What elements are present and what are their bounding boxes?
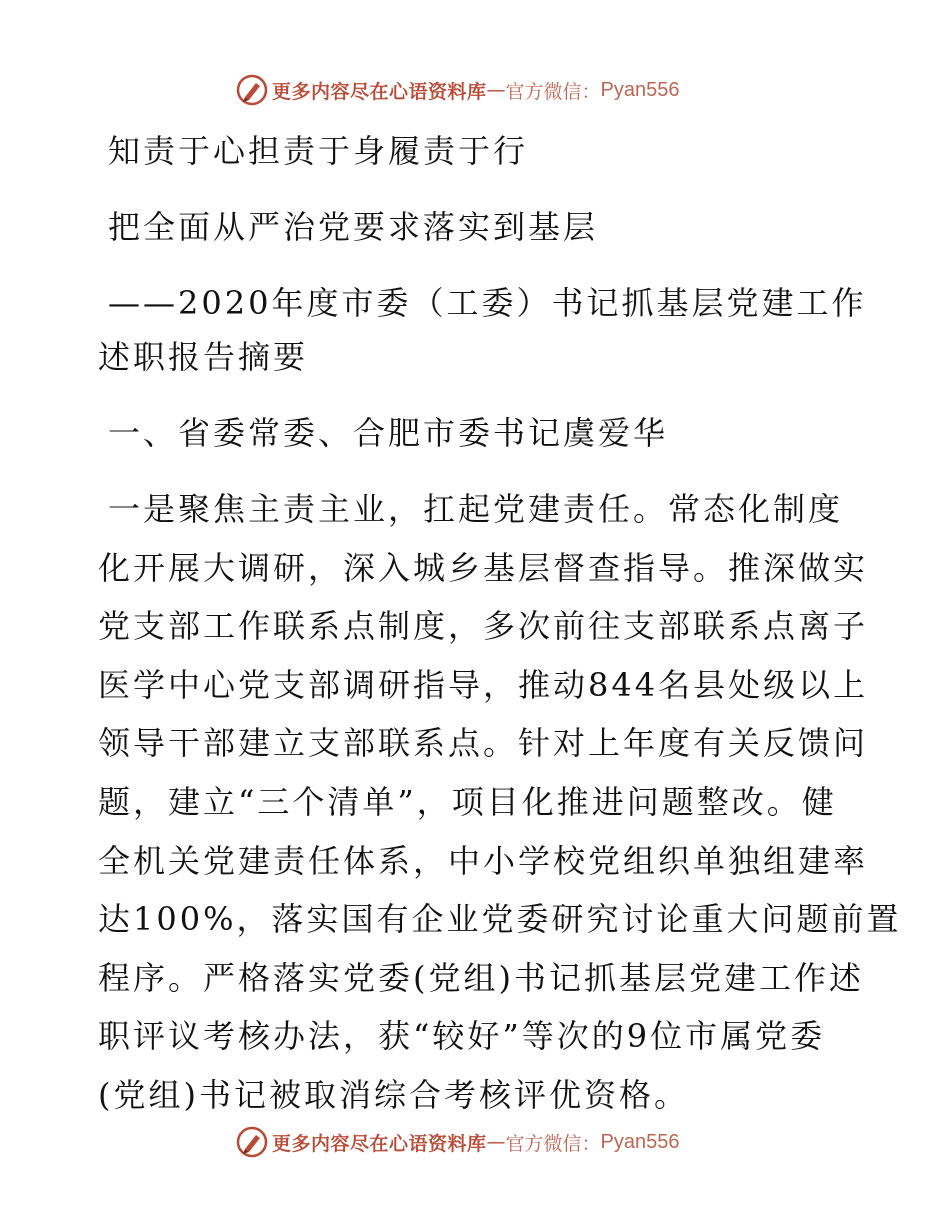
paragraph-line: (党组)书记被取消综合考核评优资格。 [98,1075,689,1114]
paragraph-line: 医学中心党支部调研指导，推动844名县处级以上 [98,665,869,704]
watermark-dash: — [486,1131,506,1153]
pen-logo-icon [236,74,268,106]
paragraph-line: 领导干部建立支部联系点。针对上年度有关反馈问 [98,724,869,763]
paragraph-line: 程序。严格落实党委(党组)书记抓基层党建工作述 [98,958,864,997]
paragraph-line: 题，建立“三个清单”，项目化推进问题整改。健 [98,782,837,821]
watermark-dash: — [486,79,506,101]
watermark-account: Pyan556 [600,78,680,101]
header-watermark [236,72,680,108]
watermark-label: 官方微信： [505,1132,601,1155]
document-body [98,120,902,1125]
paragraph-line: 职评议考核办法，获“较好”等次的9位市属党委 [98,1017,826,1056]
section-heading: 一、省委常委、合肥市委书记虞爱华 [108,414,669,452]
paragraph-line: 一是聚焦主责主业，扛起党建责任。常态化制度 [108,490,844,528]
watermark-label: 官方微信： [505,80,601,103]
title-line-3: ——2020年度市委（工委）书记抓基层党建工作 [108,284,867,322]
watermark-text: 更多内容尽在心语资料库 [272,80,487,103]
watermark-account: Pyan556 [600,1130,680,1153]
title-line-4: 述职报告摘要 [98,338,309,376]
pen-logo-icon [236,1126,268,1158]
section-paragraph [98,480,902,1125]
paragraph-line: 达100%，落实国有企业党委研究讨论重大问题前置 [98,900,902,939]
footer-watermark [236,1124,680,1160]
paragraph-line: 党支部工作联系点制度，多次前往支部联系点离子 [98,607,869,646]
watermark-text: 更多内容尽在心语资料库 [272,1132,487,1155]
paragraph-line: 全机关党建责任体系，中小学校党组织单独组建率 [98,841,869,880]
title-line-1: 知责于心担责于身履责于行 [108,132,529,170]
title-line-2: 把全面从严治党要求落实到基层 [108,208,599,246]
paragraph-line: 化开展大调研，深入城乡基层督查指导。推深做实 [98,548,869,587]
